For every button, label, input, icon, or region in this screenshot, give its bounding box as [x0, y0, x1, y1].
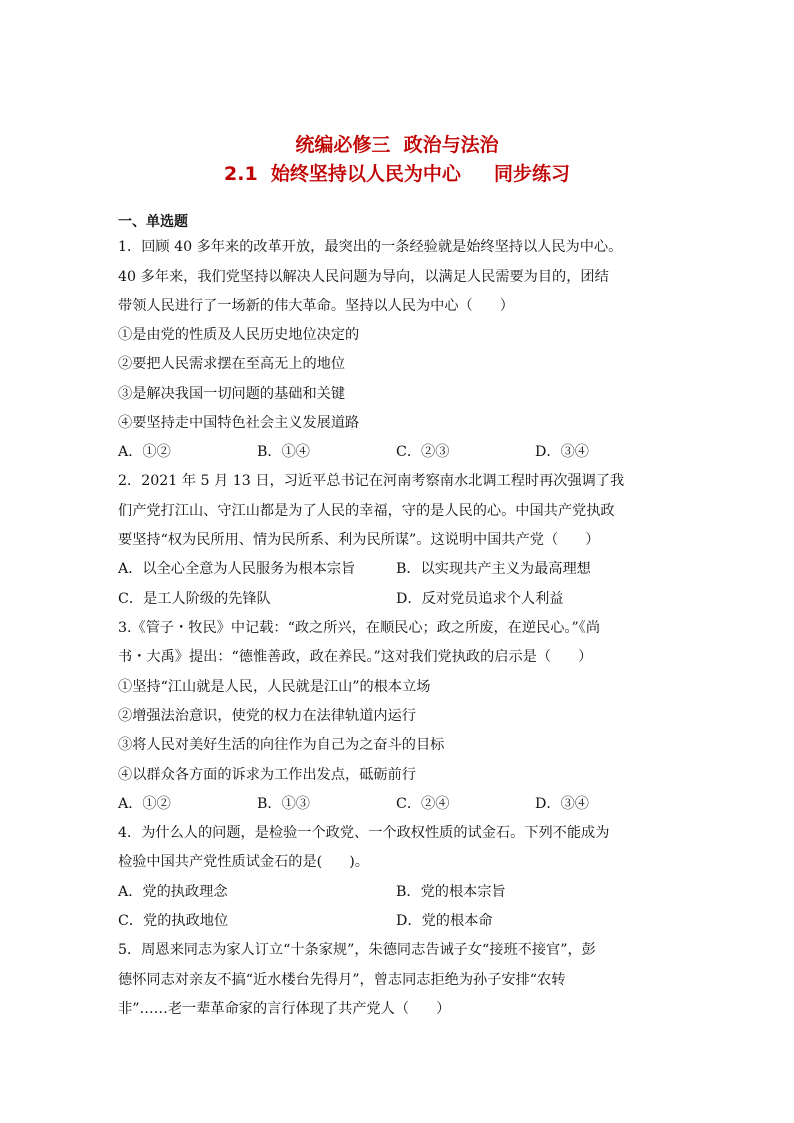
option-d[interactable]: D．③④: [535, 796, 589, 812]
question-stem-line: 3.《管子・牧民》中记载：“政之所兴，在顺民心；政之所废，在逆民心。”《尚: [118, 620, 601, 636]
statement-item: ②增强法治意识，使党的权力在法律轨道内运行: [118, 708, 416, 724]
question-stem-line: 带领人民进行了一场新的伟大革命。坚持以人民为中心（ ）: [118, 298, 514, 314]
question-stem-line: 1．回顾 40 多年来的改革开放，最突出的一条经验就是始终坚持以人民为中心。: [118, 239, 623, 255]
statement-item: ①是由党的性质及人民历史地位决定的: [118, 327, 360, 343]
statement-item: ④要坚持走中国特色社会主义发展道路: [118, 415, 360, 431]
option-d[interactable]: D．党的根本命: [396, 913, 493, 929]
statement-item: ③将人民对美好生活的向往作为自己为之奋斗的目标: [118, 737, 445, 753]
option-c[interactable]: C．②③: [396, 444, 450, 460]
question-stem-line: 书・大禹》提出：“德惟善政，政在养民。”这对我们党执政的启示是（ ）: [118, 649, 593, 665]
option-b[interactable]: B．以实现共产主义为最高理想: [396, 561, 591, 577]
option-d[interactable]: D．反对党员追求个人利益: [396, 591, 564, 607]
option-c[interactable]: C．②④: [396, 796, 450, 812]
question-stem-line: 要坚持“权为民所用、情为民所系、利为民所谋”。这说明中国共产党（ ）: [118, 532, 600, 548]
option-c[interactable]: C．是工人阶级的先锋队: [118, 591, 271, 607]
option-a[interactable]: A．以全心全意为人民服务为根本宗旨: [118, 561, 356, 577]
question-stem-line: 德怀同志对亲友不搞“近水楼台先得月”，曾志同志拒绝为孙子安排“农转: [118, 972, 566, 988]
question-stem-line: 非”……老一辈革命家的言行体现了共产党人（ ）: [118, 1001, 451, 1017]
document-subtitle: 2.1 始终坚持以人民为中心 同步练习: [224, 163, 570, 185]
question-stem-line: 2．2021 年 5 月 13 日，习近平总书记在河南考察南水北调工程时再次强调了我: [118, 473, 625, 489]
statement-item: ④以群众各方面的诉求为工作出发点，砥砺前行: [118, 767, 416, 783]
document-title: 统编必修三 政治与法治: [295, 134, 499, 156]
option-b[interactable]: B．①④: [257, 444, 310, 460]
question-stem-line: 检验中国共产党性质试金石的是( )。: [118, 854, 369, 870]
statement-item: ②要把人民需求摆在至高无上的地位: [118, 356, 346, 372]
option-a[interactable]: A．①②: [118, 796, 171, 812]
option-d[interactable]: D．③④: [535, 444, 589, 460]
option-c[interactable]: C．党的执政地位: [118, 913, 229, 929]
option-b[interactable]: B．①③: [257, 796, 310, 812]
question-stem-line: 5．周恩来同志为家人订立“十条家规”，朱德同志告诫子女“接班不接官”，彭: [118, 942, 596, 958]
option-a[interactable]: A．①②: [118, 444, 171, 460]
statement-item: ③是解决我国一切问题的基础和关键: [118, 386, 346, 402]
statement-item: ①坚持“江山就是人民，人民就是江山”的根本立场: [118, 679, 431, 695]
option-b[interactable]: B．党的根本宗旨: [396, 884, 506, 900]
question-stem-line: 40 多年来，我们党坚持以解决人民问题为导向，以满足人民需要为目的，团结: [118, 269, 609, 285]
option-a[interactable]: A．党的执政理念: [118, 884, 228, 900]
section-heading: 一、单选题: [118, 214, 188, 230]
question-stem-line: 4．为什么人的问题，是检验一个政党、一个政权性质的试金石。下列不能成为: [118, 825, 610, 841]
question-stem-line: 们产党打江山、守江山都是为了人民的幸福，守的是人民的心。中国共产党执政: [118, 503, 615, 519]
